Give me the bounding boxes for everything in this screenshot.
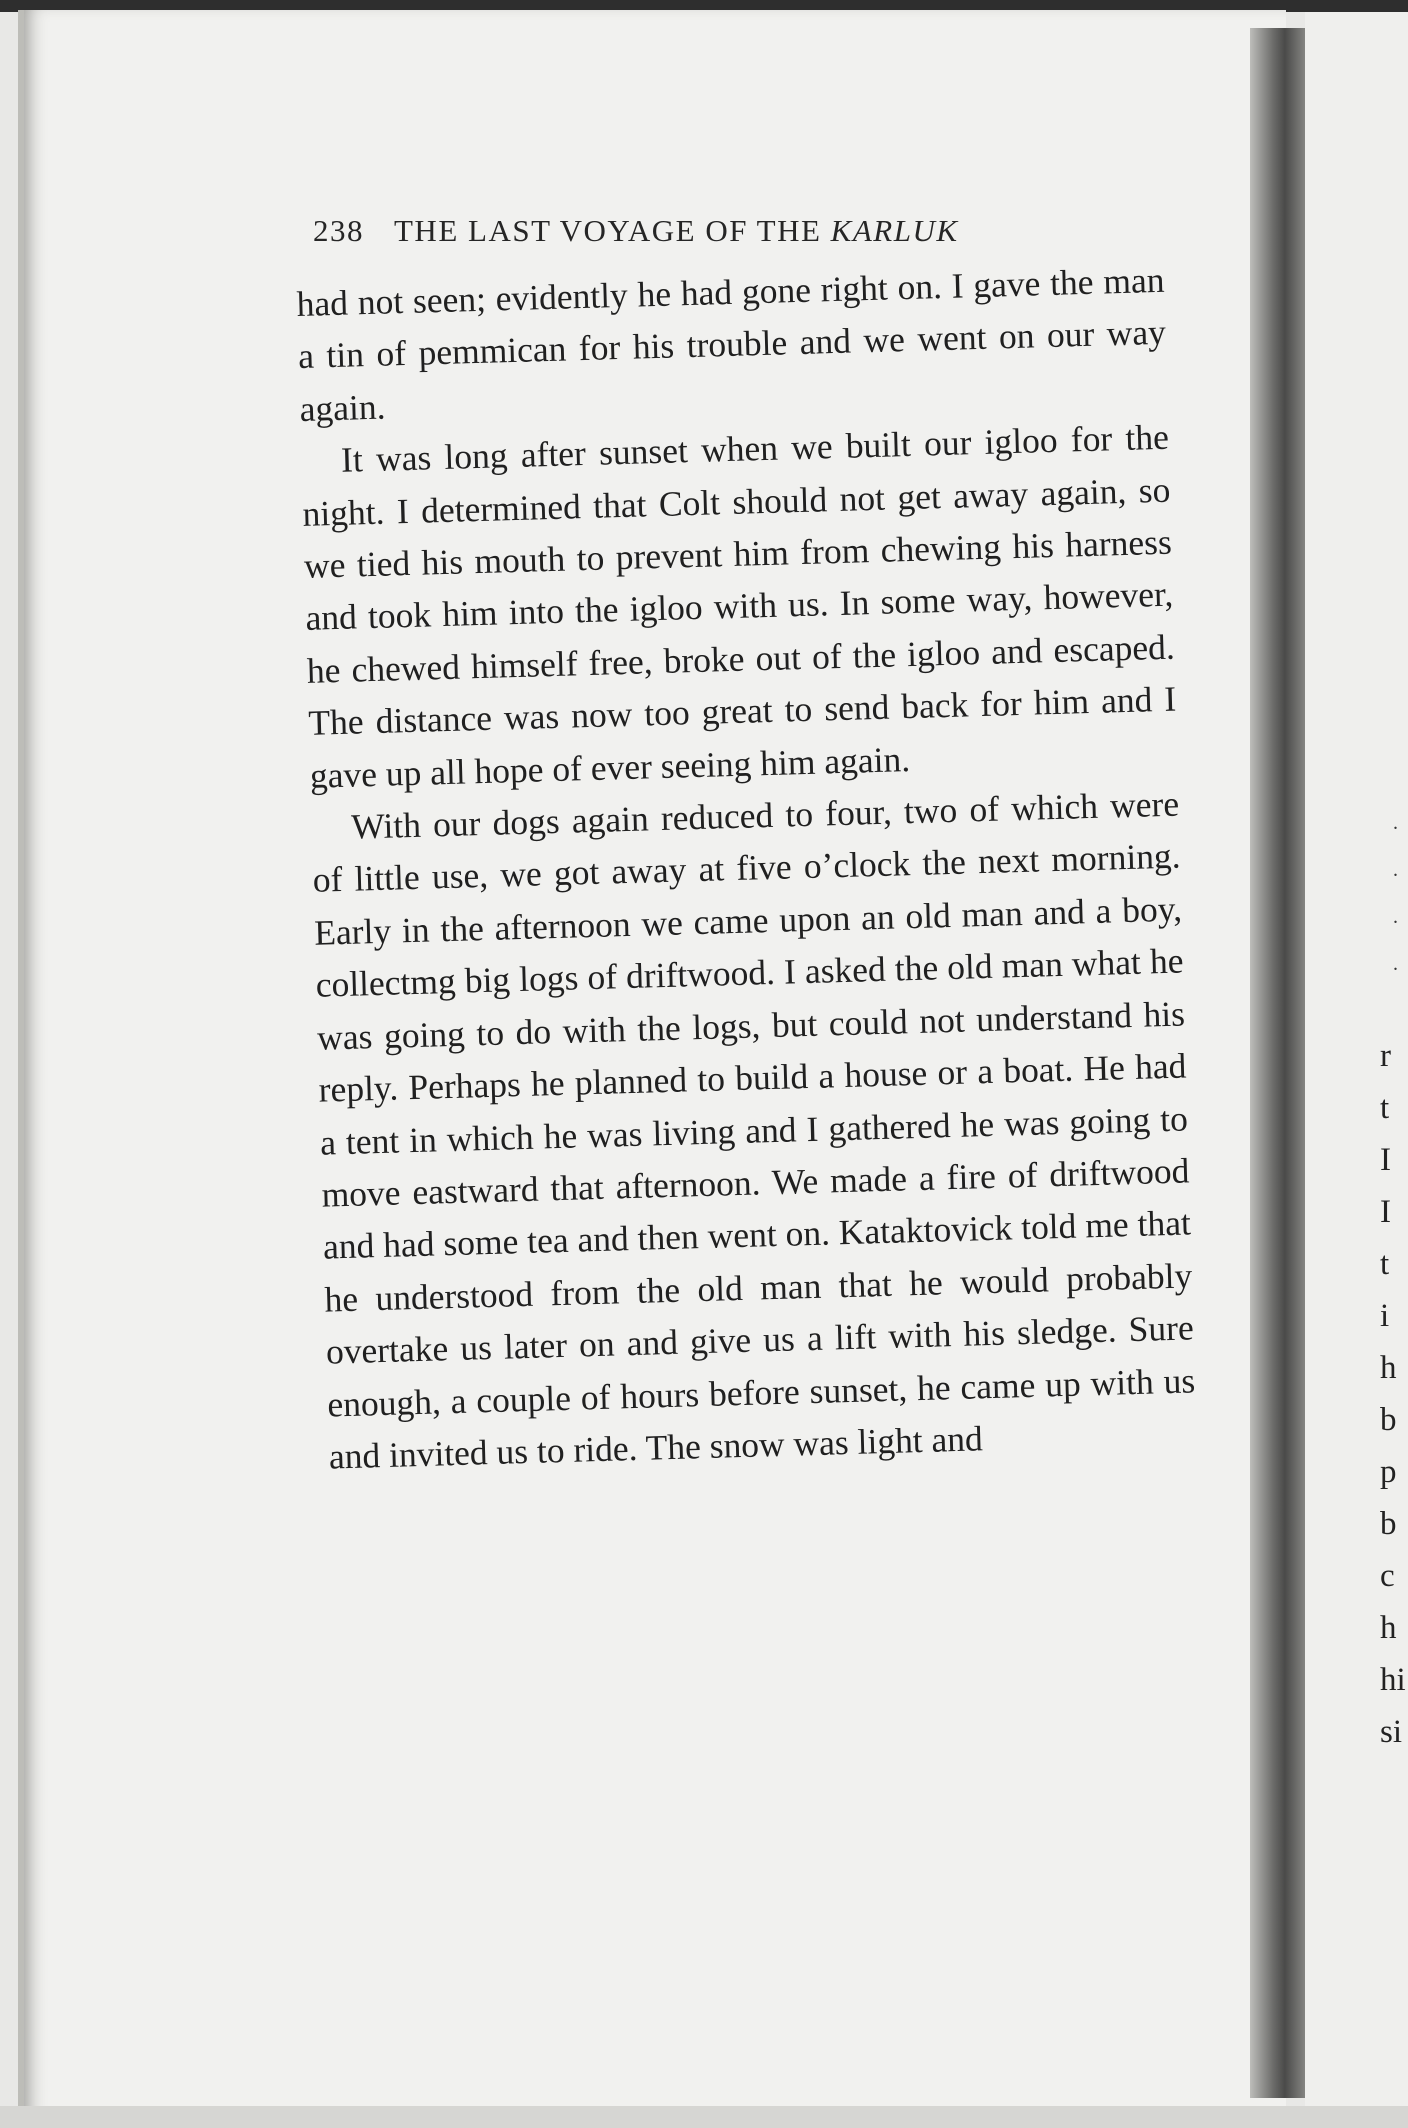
facing-page-upper-fragments xyxy=(1393,800,1408,988)
facing-page-fragment: b xyxy=(1380,1506,1397,1542)
paragraph: With our dogs again reduced to four, two of which were of little use, we got away at five o’clock the next morning. Early in the afternoon we came upon an old man and a boy, collectmg big logs of driftwood. I asked the old man what he was going to do with the logs, but could not understand his reply. Perhaps he planned to build a house or a boat. He had a tent in which he was living and I gathered he was going to move eastward that afternoon. We made a fire of driftwood and had some tea and then went on. Kataktovick told me that he understood from the old man that he would probably overtake us later on and give us a lift with his sledge. Sure enough, a couple of hours before sunset, he came up with us and invited us to ride. The snow was light and xyxy=(312,783,1196,1477)
facing-page-fragment: t xyxy=(1380,1246,1390,1282)
running-title: THE LAST VOYAGE OF THE xyxy=(394,213,822,248)
facing-page-fragment: . xyxy=(1393,812,1398,834)
book-bottom-edge xyxy=(0,2106,1408,2128)
facing-page-fragment: r xyxy=(1380,1038,1391,1074)
page-number: 238 xyxy=(313,213,364,248)
book-gutter xyxy=(1250,28,1308,2098)
facing-page-fragment: I xyxy=(1380,1194,1391,1230)
facing-page-fragment: b xyxy=(1380,1402,1397,1438)
facing-page-fragment: . xyxy=(1393,953,1398,975)
facing-page-fragment: I xyxy=(1380,1142,1391,1178)
paragraph: It was long after sunset when we built our igloo for the night. I determined that Colt should not get away again, so we tied his mouth to prevent him from chewing his harness and took him into the igloo with us. In some way, however, he chewed himself free, broke out of the igloo and escaped. The distance was now too great to send back for him and I gave up all hope of ever seeing him again. xyxy=(302,416,1177,796)
facing-page-fragment: si xyxy=(1380,1714,1403,1750)
facing-page-lower-fragments xyxy=(1380,1030,1408,1758)
running-title-ship-name: KARLUK xyxy=(830,213,959,248)
running-head xyxy=(313,213,1113,253)
facing-page-fragment: p xyxy=(1380,1454,1397,1490)
facing-page-fragment: h xyxy=(1380,1610,1397,1646)
facing-page-fragment: . xyxy=(1393,859,1398,881)
facing-page-fragment: i xyxy=(1380,1298,1390,1334)
facing-page-fragment: h xyxy=(1380,1350,1397,1386)
facing-page-fragment: hi xyxy=(1380,1662,1406,1698)
facing-page-fragment: . xyxy=(1393,906,1398,928)
body-text xyxy=(296,254,1197,1483)
facing-page-fragment: c xyxy=(1380,1558,1395,1594)
paragraph: had not seen; evidently he had gone right on. I gave the man a tin of pemmican for his trouble and we went on our way again. xyxy=(296,259,1167,429)
facing-page-fragment: t xyxy=(1380,1090,1390,1126)
